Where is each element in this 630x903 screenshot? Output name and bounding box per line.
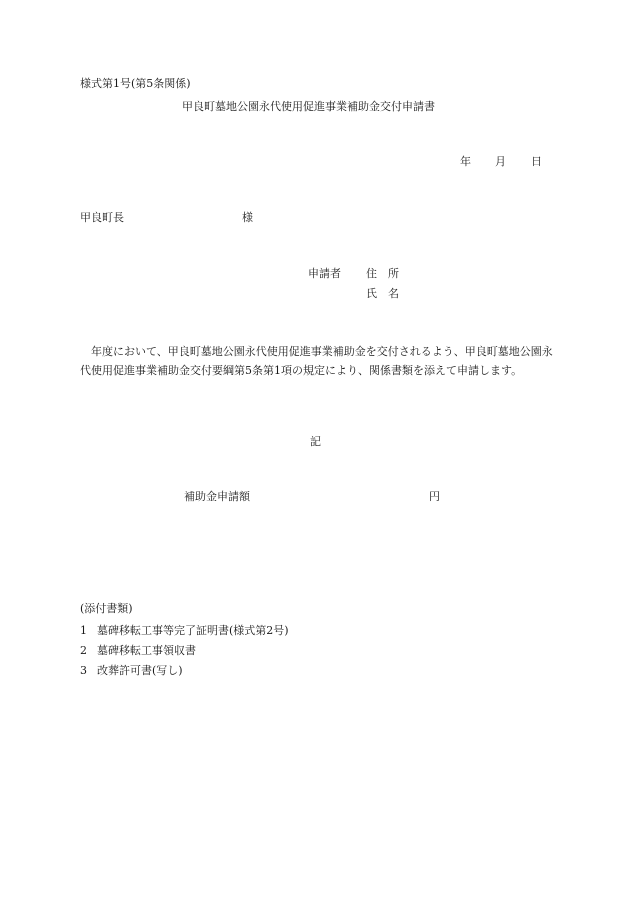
application-body-text: 年度において、甲良町墓地公園永代使用促進事業補助金を交付されるよう、甲良町墓地公園永代使用促進事業補助金交付要綱第5条第1項の規定により、関係書類を添えて申請します。	[80, 345, 553, 377]
date-month-label: 月	[495, 155, 506, 168]
attachment-text: 改葬許可書(写し)	[97, 664, 183, 677]
attachment-item	[80, 661, 289, 681]
attachment-number: 1	[80, 624, 87, 637]
form-number: 様式第1号(第5条関係)	[80, 77, 191, 90]
applicant-label: 申請者	[308, 267, 341, 280]
attachment-text: 墓碑移転工事領収書	[97, 644, 196, 657]
attachment-number: 2	[80, 644, 87, 657]
date-year-label: 年	[460, 155, 471, 168]
date-day-label: 日	[531, 155, 542, 168]
applicant-address-label: 住 所	[366, 267, 399, 280]
yen-unit: 円	[429, 490, 440, 503]
subsidy-amount-label: 補助金申請額	[184, 490, 250, 503]
attachment-item	[80, 621, 289, 641]
attachments-list	[80, 621, 289, 681]
applicant-name-label: 氏 名	[366, 287, 399, 300]
addressee-name: 甲良町長	[80, 211, 124, 224]
document-title: 甲良町墓地公園永代使用促進事業補助金交付申請書	[182, 100, 435, 113]
attachments-heading: (添付書類)	[80, 602, 133, 615]
addressee-honorific: 様	[242, 211, 253, 224]
attachment-text: 墓碑移転工事等完了証明書(様式第2号)	[97, 624, 289, 637]
ki-heading: 記	[310, 435, 321, 448]
attachment-item	[80, 641, 289, 661]
attachment-number: 3	[80, 664, 87, 677]
